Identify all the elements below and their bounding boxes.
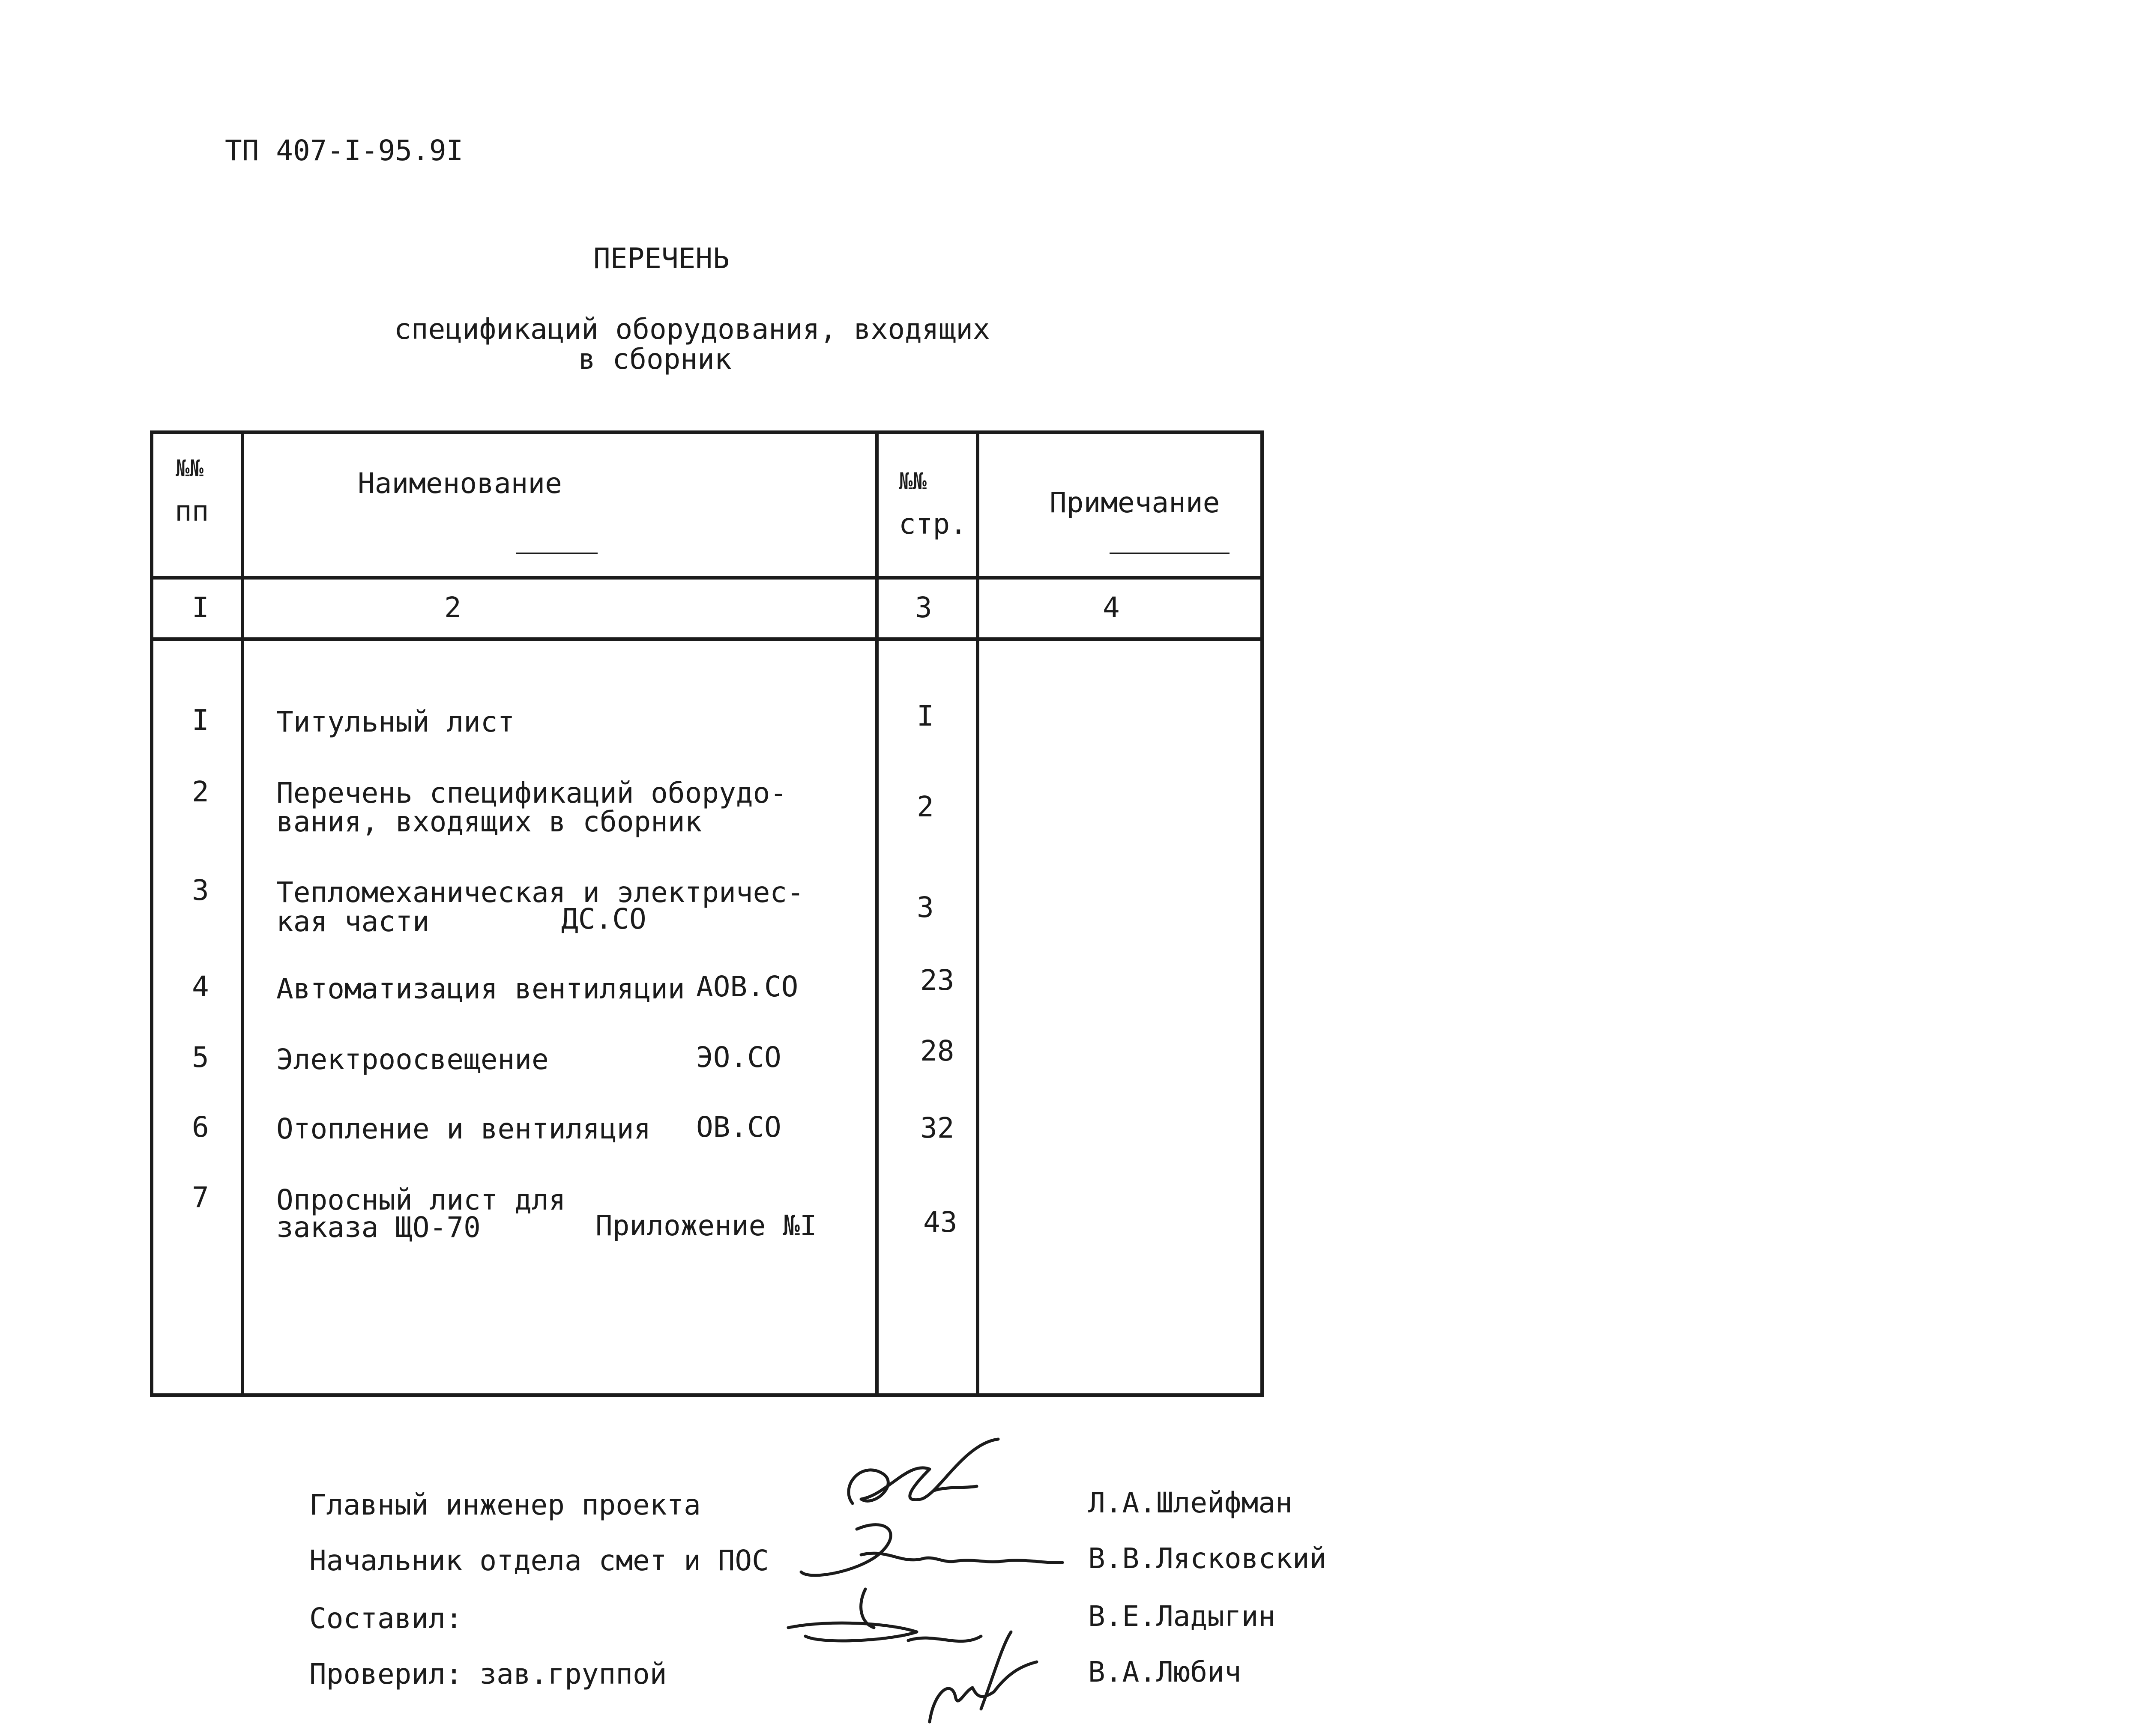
col-number-2: 2 <box>444 591 461 624</box>
row-page: 3 <box>917 891 934 924</box>
row-number: 4 <box>192 970 209 1003</box>
table-top-border <box>150 430 1264 434</box>
signer-name: Л.А.Шлейфман <box>1088 1486 1292 1519</box>
row-code: АОВ.СО <box>696 970 799 1003</box>
row-page: I <box>917 699 934 732</box>
signer-name: В.Е.Ладыгин <box>1088 1600 1276 1633</box>
col-number-1: I <box>192 591 209 624</box>
signer-role: Проверил: зав.группой <box>309 1658 667 1691</box>
row-name: Отопление и вентиляция <box>276 1112 651 1145</box>
row-number: 3 <box>192 874 209 907</box>
table-col2-divider <box>875 430 879 1397</box>
list-heading: ПЕРЕЧЕНЬ <box>593 242 730 275</box>
header-page-line2: стр. <box>899 508 967 541</box>
row-name-line2: кая части <box>276 905 430 938</box>
row-name: Электроосвещение <box>276 1043 549 1076</box>
row-name-line1: Опросный лист для <box>276 1183 566 1216</box>
row-code: Приложение №I <box>595 1209 817 1242</box>
col-number-3: 3 <box>915 591 932 624</box>
row-page: 43 <box>923 1206 957 1239</box>
col-number-4: 4 <box>1103 591 1120 624</box>
row-number: I <box>192 704 209 737</box>
header-num-line1: №№ <box>176 455 204 482</box>
row-code: ОВ.СО <box>696 1111 781 1144</box>
signer-name: В.В.Лясковский <box>1088 1542 1327 1575</box>
row-name-line1: Тепломеханическая и электричес- <box>276 876 804 909</box>
row-name-line2: заказа ЩО-70 <box>276 1211 481 1244</box>
document-code: ТП 407-I-95.9I <box>225 134 464 167</box>
row-name: Титульный лист <box>276 705 515 738</box>
signer-name: В.А.Любич <box>1088 1655 1242 1688</box>
signer-role: Составил: <box>309 1602 463 1635</box>
row-page: 28 <box>920 1034 954 1067</box>
row-page: 23 <box>920 964 954 997</box>
header-note-underline <box>1110 553 1230 554</box>
table-col3-divider <box>976 430 979 1397</box>
table-header-divider <box>150 576 1264 580</box>
row-name-line1: Перечень спецификаций оборудо- <box>276 777 787 810</box>
header-name: Наименование <box>358 467 562 500</box>
row-number: 7 <box>192 1181 209 1214</box>
list-subtitle-line2: в сборник <box>578 343 732 376</box>
signer-role: Главный инженер проекта <box>309 1488 701 1521</box>
signer-role: Начальник отдела смет и ПОС <box>309 1544 769 1577</box>
table-col1-divider <box>241 430 244 1397</box>
table-bottom-border <box>150 1393 1264 1397</box>
header-page-line1: №№ <box>899 468 927 495</box>
row-code: ЭО.СО <box>696 1041 781 1074</box>
row-number: 5 <box>192 1041 209 1074</box>
header-note: Примечание <box>1050 486 1220 519</box>
row-name: Автоматизация вентиляции <box>276 972 685 1005</box>
row-number: 6 <box>192 1111 209 1144</box>
table-number-divider <box>150 637 1264 641</box>
row-code: ДС.СО <box>561 902 646 935</box>
row-page: 32 <box>920 1112 954 1144</box>
list-subtitle-line1: спецификаций оборудования, входящих <box>394 313 990 346</box>
header-name-underline <box>516 553 598 554</box>
table-right-border <box>1260 430 1264 1397</box>
row-number: 2 <box>192 775 209 808</box>
header-num-line2: пп <box>175 495 209 528</box>
row-name-line2: вания, входящих в сборник <box>276 805 702 838</box>
row-page: 2 <box>917 790 934 823</box>
table-left-border <box>150 430 153 1397</box>
